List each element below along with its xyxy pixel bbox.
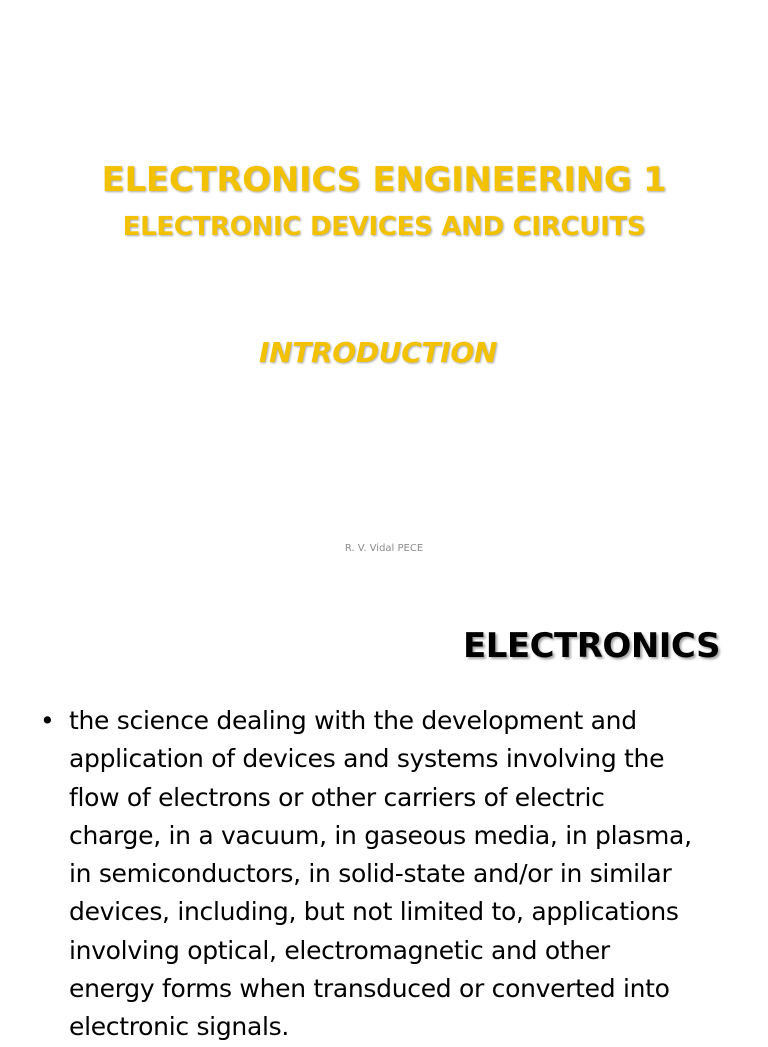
section-title: INTRODUCTION [259,336,497,369]
bullet-item [40,702,740,1047]
bullet-line: charge, in a vacuum, in gaseous media, in plasma, [69,820,692,850]
bullet-line: devices, including, but not limited to, applications [69,897,679,927]
bullet-line: in semiconductors, in solid-state and/or in similar [69,859,672,889]
bullet-line: energy forms when transduced or converted into [69,974,670,1004]
course-subtitle: ELECTRONIC DEVICES AND CIRCUITS [122,212,646,242]
bullet-line: application of devices and systems involving the [69,744,665,774]
course-title: ELECTRONICS ENGINEERING 1 [101,160,667,200]
author-credit: R. V. Vidal PECE [344,543,424,554]
bullet-line: electronic signals. [69,1012,289,1042]
bullet-line: flow of electrons or other carriers of electric [69,782,605,812]
bullet-marker: • [40,706,55,735]
bullet-line: the science dealing with the development and [69,706,637,735]
bullet-text [69,702,739,1047]
bullet-line: involving optical, electromagnetic and other [69,935,610,965]
slide-heading: ELECTRONICS [462,626,720,666]
content-slide [0,576,768,1042]
